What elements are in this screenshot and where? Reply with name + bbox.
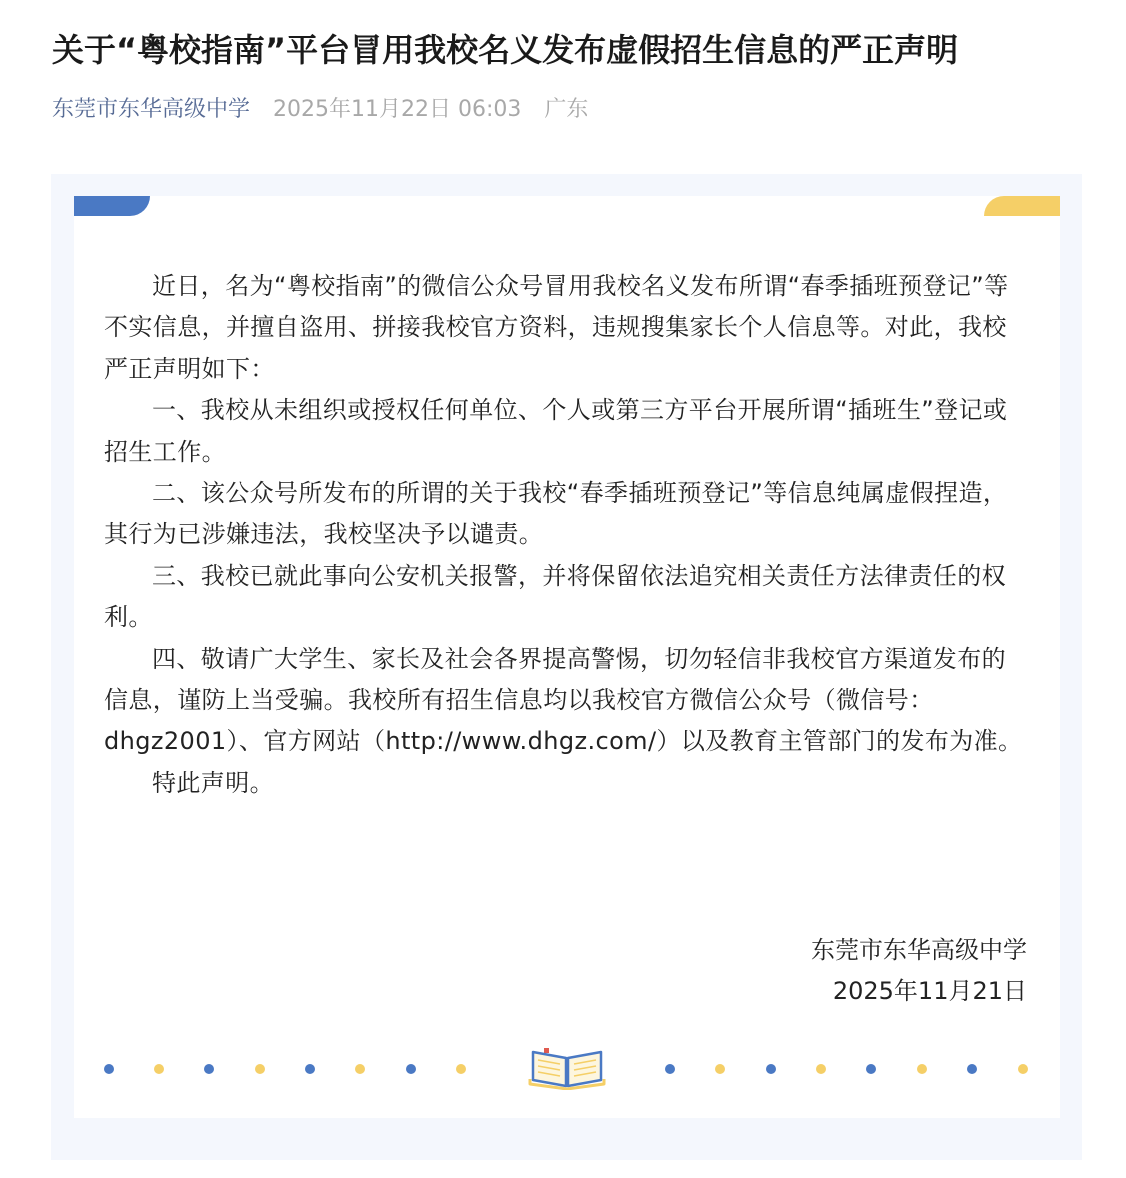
signature-org: 东莞市东华高级中学 [811, 936, 1027, 964]
paragraph-point-4: 四、敬请广大学生、家长及社会各界提高警惕，切勿轻信非我校官方渠道发布的信息，谨防上当受骗。我校所有招生信息均以我校官方微信公众号（微信号：dhgz2001）、官方网站（http://www.dhgz.com/）以及教育主管部门的发布为准。 [104, 644, 1023, 756]
decor-dot [967, 1064, 977, 1074]
decor-dot [917, 1064, 927, 1074]
open-book-icon [528, 1046, 606, 1090]
decor-dot [154, 1064, 164, 1074]
decor-dot [255, 1064, 265, 1074]
signature-block [811, 930, 1027, 1012]
publish-location: 广东 [544, 97, 589, 122]
yellow-corner-tab [984, 196, 1060, 216]
account-name-link[interactable]: 东莞市东华高级中学 [52, 97, 251, 122]
decor-dot [1018, 1064, 1028, 1074]
decor-dot [104, 1064, 114, 1074]
statement-body [104, 266, 1030, 804]
decor-dot [816, 1064, 826, 1074]
decor-dot [766, 1064, 776, 1074]
paragraph-closing: 特此声明。 [152, 768, 274, 797]
decor-dot [866, 1064, 876, 1074]
paragraph-point-2: 二、该公众号所发布的所谓的关于我校“春季插班预登记”等信息纯属虚假捏造，其行为已涉嫌违法，我校坚决予以谴责。 [104, 479, 1008, 549]
decor-dot [715, 1064, 725, 1074]
decor-dot [406, 1064, 416, 1074]
paragraph-point-1: 一、我校从未组织或授权任何单位、个人或第三方平台开展所谓“插班生”登记或招生工作。 [104, 396, 1008, 466]
decor-dot [204, 1064, 214, 1074]
paragraph-intro: 近日，名为“粤校指南”的微信公众号冒用我校名义发布所谓“春季插班预登记”等不实信息，并擅自盗用、拼接我校官方资料，违规搜集家长个人信息等。对此，我校严正声明如下： [104, 272, 1009, 383]
article-title: 关于“粤校指南”平台冒用我校名义发布虚假招生信息的严正声明 [52, 31, 959, 69]
signature-date: 2025年11月21日 [832, 977, 1027, 1005]
publish-time: 2025年11月22日 06:03 [273, 97, 522, 122]
article-meta [52, 94, 588, 126]
decor-dot [355, 1064, 365, 1074]
blue-corner-tab [74, 196, 150, 216]
decor-dot [456, 1064, 466, 1074]
decor-dot [665, 1064, 675, 1074]
paragraph-point-3: 三、我校已就此事向公安机关报警，并将保留依法追究相关责任方法律责任的权利。 [104, 561, 1006, 632]
decor-dot [305, 1064, 315, 1074]
